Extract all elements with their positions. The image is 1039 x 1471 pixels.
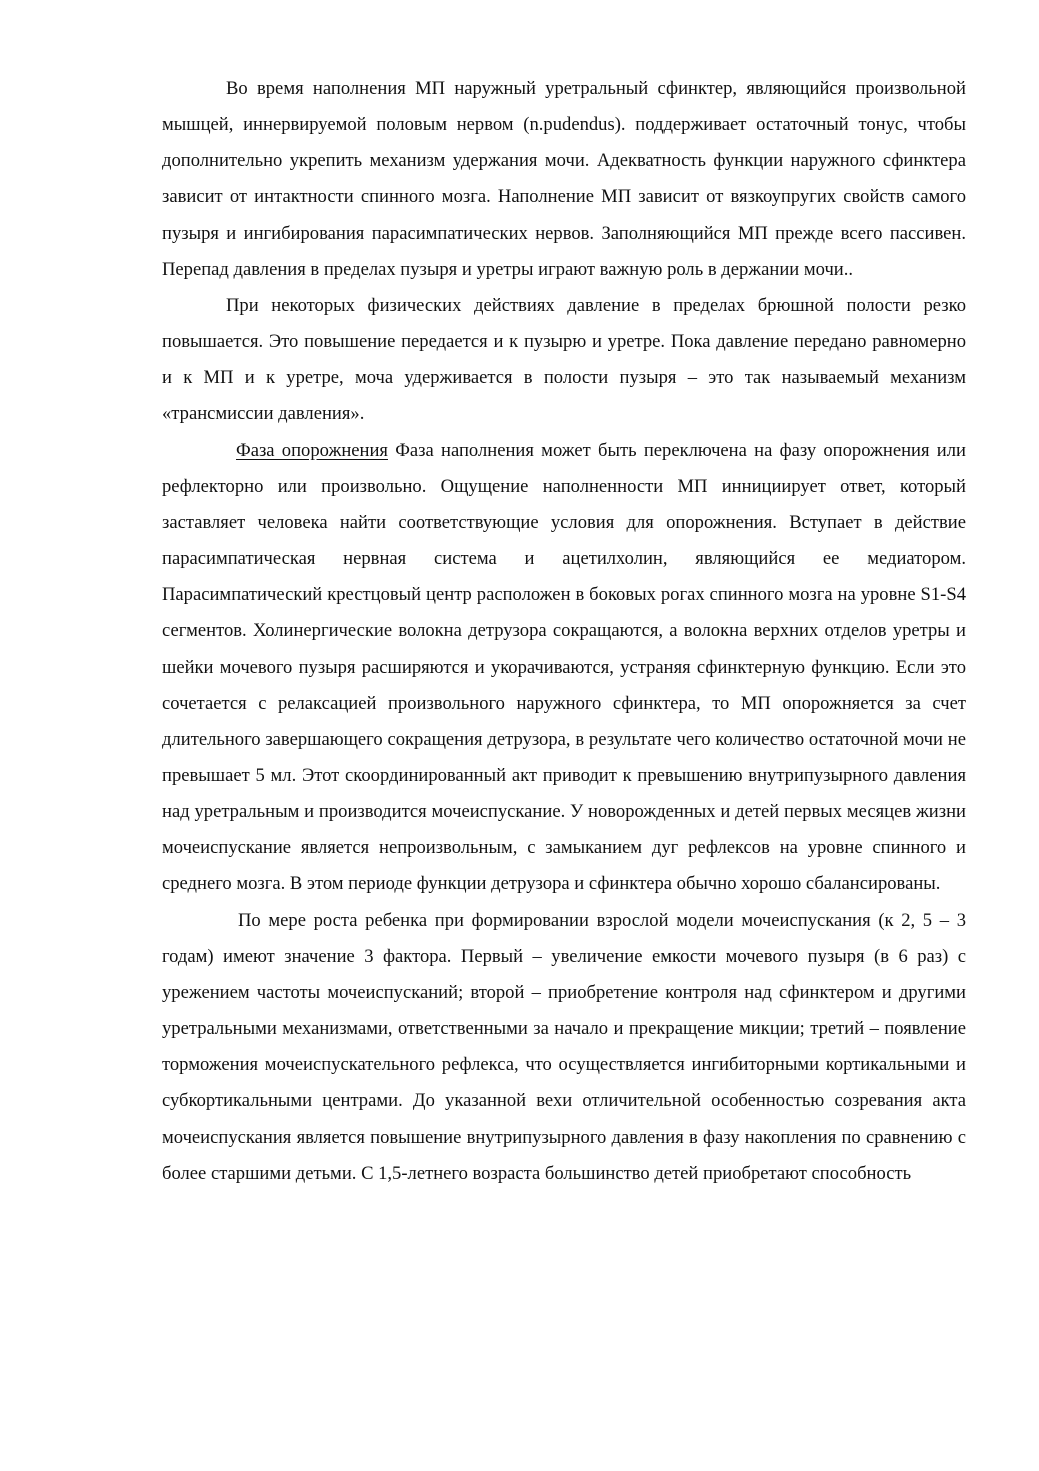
paragraph-pressure-transmission bbox=[162, 288, 966, 433]
paragraph-text: Во время наполнения МП наружный уретральный сфинктер, являющийся произвольной мышцей, иннервируемой половым нервом (n.pudendus). поддерживает остаточный тонус, чтобы дополнительно укрепить механизм удержания мочи. Адекватность функции наружного сфинктера зависит от интактности спинного мозга. Наполнение МП зависит от вязкоупругих свойств самого пузыря и ингибирования парасимпатических нервов. Заполняющийся МП прежде всего пассивен. Перепад давления в пределах пузыря и уретры играют важную роль в держании мочи.. bbox=[162, 78, 966, 280]
section-heading-emptying-phase: Фаза опорожнения bbox=[236, 439, 388, 461]
paragraph-text: По мере роста ребенка при формировании взрослой модели мочеиспускания (к 2, 5 – 3 годам) имеют значение 3 фактора. Первый – увеличение емкости мочевого пузыря (в 6 раз) с урежением частоты мочеиспусканий; второй – приобретение контроля над сфинктером и другими уретральными механизмами, ответственными за начало и прекращение микции; третий – появление торможения мочеиспускательного рефлекса, что осуществляется ингибиторными кортикальными и субкортикальными центрами. До указанной вехи отличительной особенностью созревания акта мочеиспускания является повышение внутрипузырного давления в фазу накопления по сравнению с более старшими детьми. С 1,5-летнего возраста большинство детей приобретают способность bbox=[162, 909, 966, 1184]
document-body bbox=[162, 71, 966, 1192]
paragraph-emptying-phase bbox=[162, 433, 966, 903]
paragraph-child-development bbox=[162, 903, 966, 1192]
paragraph-text: При некоторых физических действиях давление в пределах брюшной полости резко повышается. Это повышение передается и к пузырю и уретре. Пока давление передано равномерно и к МП и к уретре, моча удерживается в полости пузыря – это так называемый механизм «трансмиссии давления». bbox=[162, 294, 966, 425]
paragraph-filling-phase bbox=[162, 71, 966, 288]
paragraph-text: Фаза наполнения может быть переключена на фазу опорожнения или рефлекторно или произвольно. Ощущение наполненности МП иннициирует ответ, который заставляет человека найти соответствующие условия для опорожнения. Вступает в действие парасимпатическая нервная система и ацетилхолин, являющийся ее медиатором. Парасимпатический крестцовый центр расположен в боковых рогах спинного мозга на уровне S1-S4 сегментов. Холинергические волокна детрузора сокращаются, а волокна верхних отделов уретры и шейки мочевого пузыря расширяются и укорачиваются, устраняя сфинктерную функцию. Если это сочетается с релаксацией произвольного наружного сфинктера, то МП опорожняется за счет длительного завершающего сокращения детрузора, в результате чего количество остаточной мочи не превышает 5 мл. Этот скоординированный акт приводит к превышению внутрипузырного давления над уретральным и производится мочеиспускание. У новорожденных и детей первых месяцев жизни мочеиспускание является непроизвольным, с замыканием дуг рефлексов на уровне спинного и среднего мозга. В этом периоде функции детрузора и сфинктера обычно хорошо сбалансированы. bbox=[162, 439, 966, 895]
